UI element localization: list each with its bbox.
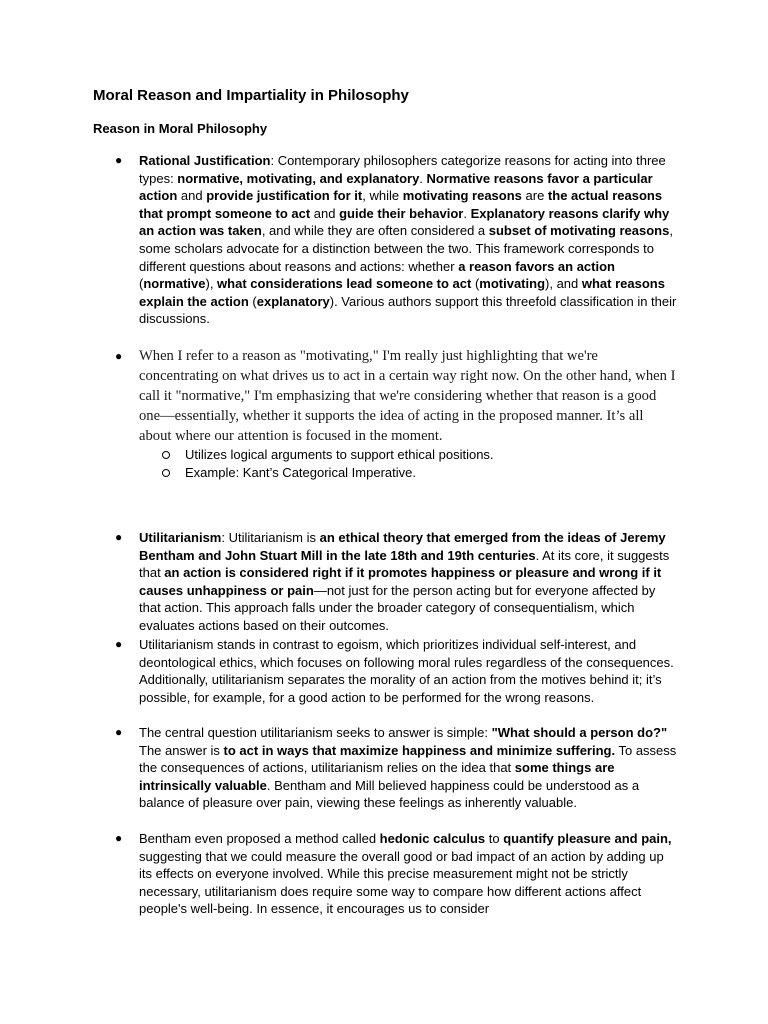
bold-text: some things are intrinsically valuable (139, 760, 615, 793)
paragraph-text: Utilitarianism stands in contrast to egoism, which prioritizes individual self-interest, and deontological ethics, which focuses on following moral rules regardless of the consequences. Additionally, utilitarianism separates the morality of an action from the motives behind it; it’s possible, for example, for a good action to be performed for the wrong reasons. (139, 637, 674, 705)
paragraph-text: Rational Justification: Contemporary philosophers categorize reasons for acting into three types: normative, motivating, and explanatory. Normative reasons favor a particular action and provide justification for it, while motivating reasons are the actual reasons that prompt someone to act and guide their behavior. Explanatory reasons clarify why an action was taken, and while they are often considered a subset of motivating reasons, some scholars advocate for a distinction between the two. This framework corresponds to different questions about reasons and actions: whether a reason favors an action (normative), what considerations lead someone to act (motivating), and what reasons explain the action (explanatory). Various authors support this threefold classification in their discussions. (139, 153, 677, 327)
bold-text: hedonic calculus (379, 831, 486, 846)
sub-list-item (185, 464, 665, 482)
bold-text: normative, motivating, and explanatory (177, 170, 420, 186)
sub-item-text: Example: Kant’s Categorical Imperative. (185, 465, 416, 481)
sub-list-item (185, 446, 665, 464)
bullet-icon: ● (115, 831, 123, 845)
list-item-central-question (115, 724, 679, 812)
document-title: Moral Reason and Impartiality in Philosophy (93, 87, 409, 104)
bold-text: Rational Justification (139, 153, 271, 168)
paragraph-text: When I refer to a reason as "motivating," I'm really just highlighting that we're concentrating on what drives us to act in a certain way right now. On the other hand, when I call it "normative," I'm emphasizing that we're considering whether that reason is a good one—essentially, whether it supports the idea of acting in the proposed manner. It’s all about where our attention is focused in the moment. (139, 348, 676, 445)
bold-text: an action is considered right if it promotes happiness or pleasure and wrong if it causes unhappiness or pain (139, 565, 662, 598)
bold-text: the actual reasons that prompt someone to act (139, 188, 663, 221)
bold-text: Utilitarianism (139, 530, 222, 545)
bold-text: a reason favors an action (458, 258, 615, 274)
bullet-icon: ● (115, 725, 123, 739)
sub-item-text: Utilizes logical arguments to support ethical positions. (185, 447, 494, 463)
bold-text: to act in ways that maximize happiness and minimize suffering. (223, 742, 616, 758)
bold-text: subset of motivating reasons (488, 223, 670, 239)
paragraph-text: The central question utilitarianism seeks to answer is simple: "What should a person do?" The answer is to act in ways that maximize happiness and minimize suffering. To assess the consequences of actions, utilitarianism relies on the idea that some things are intrinsically valuable. Bentham and Mill believed happiness could be understood as a balance of pleasure over pain, viewing these feelings as inherently valuable. (139, 725, 677, 811)
paragraph-text: Utilitarianism: Utilitarianism is an ethical theory that emerged from the ideas of Jeremy Bentham and John Stuart Mill in the late 18th and 19th centuries. At its core, it suggests that an action is considered right if it promotes happiness or pleasure and wrong if it causes unhappiness or pain—not just for the person acting but for everyone affected by that action. This approach falls under the broader category of consequentialism, which evaluates actions based on their outcomes. (139, 530, 670, 633)
hollow-bullet-icon (162, 469, 170, 477)
bold-text: explanatory (256, 293, 330, 309)
bold-text: guide their behavior (339, 205, 464, 221)
bold-text: Explanatory reasons clarify why an action was taken (139, 205, 670, 239)
bold-text: provide justification for it (206, 188, 363, 204)
bold-text: "What should a person do?" (491, 725, 668, 740)
bullet-icon: ● (115, 349, 123, 363)
list-item-hedonic-calculus (115, 830, 679, 918)
paragraph-text: Bentham even proposed a method called hedonic calculus to quantify pleasure and pain, suggesting that we could measure the overall good or bad impact of an action by adding up its effects on everyone involved. While this precise measurement might not be strictly necessary, utilitarianism does require some way to compare how different actions affect people's well-being. In essence, it encourages us to consider (139, 831, 672, 917)
section-heading: Reason in Moral Philosophy (93, 121, 268, 136)
bold-text: quantify pleasure and pain, (503, 831, 672, 846)
bold-text: an ethical theory that emerged from the ideas of Jeremy Bentham and John Stuart Mill in the late 18th and 19th centuries (139, 530, 666, 563)
sub-list (185, 446, 665, 482)
list-item-rational-justification (115, 152, 679, 328)
bold-text: what reasons explain the action (139, 276, 665, 309)
bold-text: what considerations lead someone to act (217, 276, 472, 292)
bold-text: normative (143, 276, 206, 292)
hollow-bullet-icon (162, 451, 170, 459)
list-item-motivating-normative (115, 346, 679, 482)
bold-text: motivating (479, 276, 546, 292)
list-item-utilitarianism (115, 529, 679, 635)
bullet-icon: ● (115, 530, 123, 544)
bold-text: motivating reasons (402, 188, 522, 204)
bullet-icon: ● (115, 637, 123, 651)
list-item-contrast-egoism (115, 636, 679, 706)
bullet-icon: ● (115, 153, 123, 167)
bold-text: Normative reasons favor a particular action (139, 170, 653, 204)
